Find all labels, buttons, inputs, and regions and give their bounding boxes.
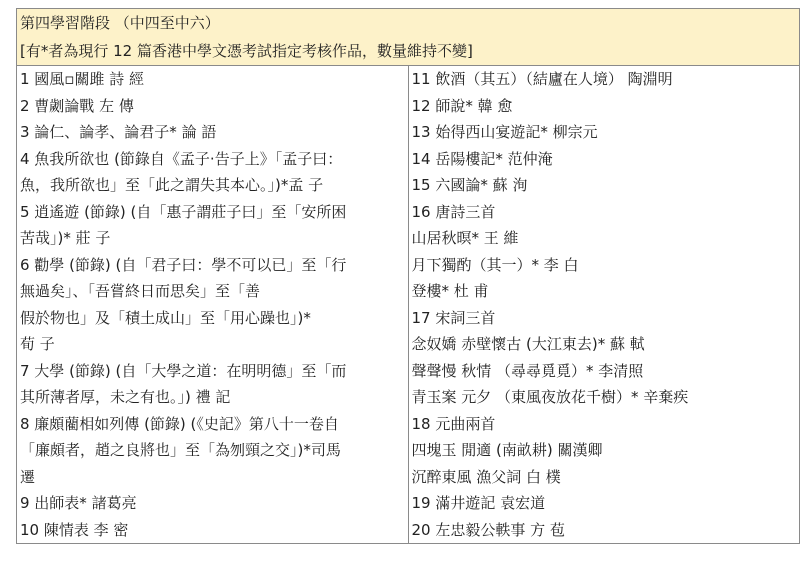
list-item: 17 宋詞三首: [411, 308, 496, 327]
list-item: 12 師說* 韓 愈: [411, 96, 513, 115]
list-item: 6 勸學 (節錄) (自「君子曰：學不可以已」至「行: [20, 255, 347, 274]
list-item: 「廉頗者，趙之良將也」至「為刎頸之交」)*司馬: [20, 441, 341, 459]
list-item: 7 大學 (節錄) (自「大學之道：在明明德」至「而: [20, 361, 347, 380]
right-column: [408, 66, 800, 544]
list-item: 山居秋暝* 王 維: [411, 229, 519, 247]
list-item: 登樓* 杜 甫: [411, 282, 489, 300]
list-item: 四塊玉 閒適 (南畝耕) 關漢卿: [411, 441, 603, 459]
list-item: 20 左忠毅公軼事 方 苞: [411, 520, 565, 539]
list-item: 苦哉」)* 莊 子: [20, 229, 111, 247]
list-item: 其所薄者厚，未之有也。」) 禮 記: [20, 388, 231, 406]
list-item: 青玉案 元夕 （東風夜放花千樹）* 辛棄疾: [411, 388, 689, 406]
list-item: 10 陳情表 李 密: [20, 520, 129, 539]
list-item: 荀 子: [20, 335, 55, 353]
list-item: 2 曹劌論戰 左 傳: [20, 96, 134, 115]
stage-title: 第四學習階段 （中四至中六）: [20, 14, 220, 32]
list-item: 魚，我所欲也」至「此之謂失其本心。」)*孟 子: [20, 176, 324, 194]
header-row: [17, 9, 800, 66]
list-item: 15 六國論* 蘇 洵: [411, 176, 528, 194]
list-item: 11 飲酒（其五）（結廬在人境） 陶淵明: [411, 70, 673, 88]
list-item: 18 元曲兩首: [411, 414, 496, 433]
syllabus-table: [16, 8, 800, 544]
list-item: 8 廉頗藺相如列傳 (節錄) (《史記》第八十一卷自: [20, 414, 339, 433]
list-item: 遷: [20, 467, 36, 486]
list-item: 19 滿井遊記 袁宏道: [411, 494, 546, 512]
list-item: 16 唐詩三首: [411, 202, 496, 221]
list-item: 假於物也」及「積土成山」至「用心躁也」)*: [20, 308, 311, 327]
list-item: 月下獨酌（其一）* 李 白: [411, 255, 579, 274]
list-item: 1 國風▫關雎 詩 經: [20, 70, 145, 88]
header-cell: [17, 9, 800, 66]
list-item: 14 岳陽樓記* 范仲淹: [411, 149, 553, 168]
list-item: 13 始得西山宴遊記* 柳宗元: [411, 123, 598, 141]
list-item: 3 論仁、論孝、論君子* 論 語: [20, 123, 217, 141]
list-item: 4 魚我所欲也 (節錄自《孟子‧告子上》「孟子曰：: [20, 149, 343, 168]
list-item: 聲聲慢 秋情 （尋尋覓覓）* 李清照: [411, 361, 644, 380]
stage-note: [有*者為現行 12 篇香港中學文憑考試指定考核作品，數量維持不變]: [20, 42, 473, 60]
list-item: 9 出師表* 諸葛亮: [20, 494, 137, 512]
syllabus-table-container: [16, 8, 800, 544]
list-item: 念奴嬌 赤壁懷古 (大江東去)* 蘇 軾: [411, 335, 645, 353]
left-column: [17, 66, 409, 544]
list-item: 5 逍遙遊 (節錄) (自「惠子謂莊子曰」至「安所困: [20, 202, 347, 221]
content-row: [17, 66, 800, 544]
list-item: 沉醉東風 漁父詞 白 樸: [411, 467, 561, 486]
list-item: 無過矣」、「吾嘗終日而思矣」至「善: [20, 282, 261, 300]
